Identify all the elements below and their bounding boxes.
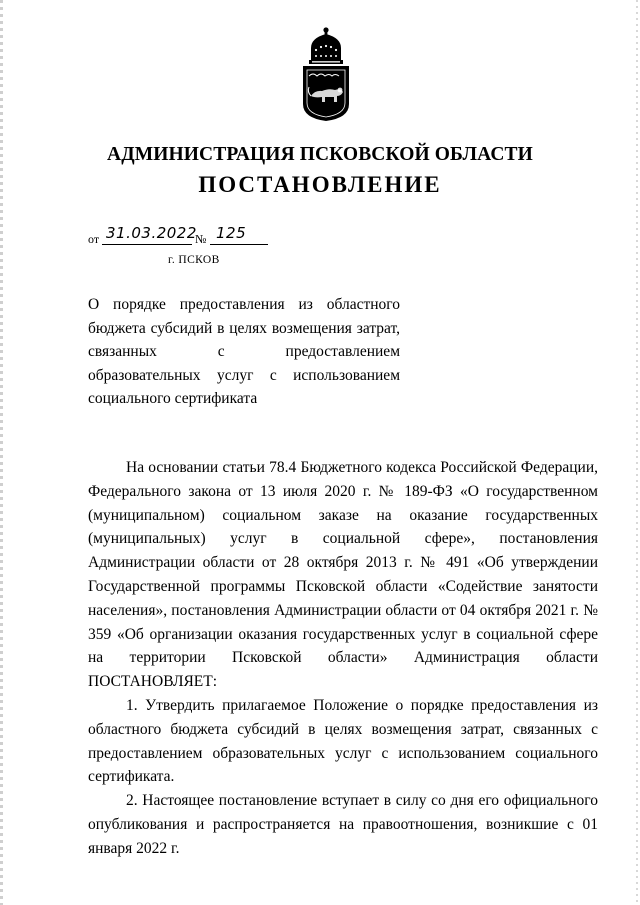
date-prefix: от [88,232,100,246]
document-type: ПОСТАНОВЛЕНИЕ [198,172,442,197]
scan-edge-right [636,0,638,905]
date-number-line [88,224,288,248]
preamble-paragraph: На основании статьи 78.4 Бюджетного кодекса Российской Федерации, Федерального закона от 13 июля 2020 г. № 189-ФЗ «О государственном (муниципальном) социальном заказе на оказание государственных (муниципальных) услуг в социальной сфере», постановления Администрации области от 28 октября 2013 г. № 491 «Об утверждении Государственной программы Псковской области «Содействие занятости населения», постановления Администрации области от 04 октября 2021 г. № 359 «Об организации оказания государственных услуг в социальной сфере на территории Псковской области» Администрация области ПОСТАНОВЛЯЕТ: [88,459,598,691]
handwritten-date: 31.03.2022 [106,224,197,242]
resolution-body [88,456,598,861]
item-2-paragraph: 2. Настоящее постановление вступает в силу со дня его официального опубликования и распространяется на правоотношения, возникшие с 01 января 2022 г. [88,792,598,857]
number-prefix: № [195,232,207,246]
handwritten-number: 125 [216,224,247,242]
number-underline [210,244,268,245]
city-line: г. ПСКОВ [168,254,220,266]
organization-name: АДМИНИСТРАЦИЯ ПСКОВСКОЙ ОБЛАСТИ [107,144,533,165]
scan-edge-left [0,0,3,905]
resolution-title: О порядке предоставления из областного бюджета субсидий в целях возмещения затрат, связанных с предоставлением образовательных услуг с использованием социального сертификата [88,296,400,407]
date-underline [102,244,192,245]
item-1-paragraph: 1. Утвердить прилагаемое Положение о порядке предоставления из областного бюджета субсидий в целях возмещения затрат, связанных с предоставлением образовательных услуг с использованием социального сертификата. [88,696,598,786]
pskov-coat-of-arms-icon [297,26,355,122]
